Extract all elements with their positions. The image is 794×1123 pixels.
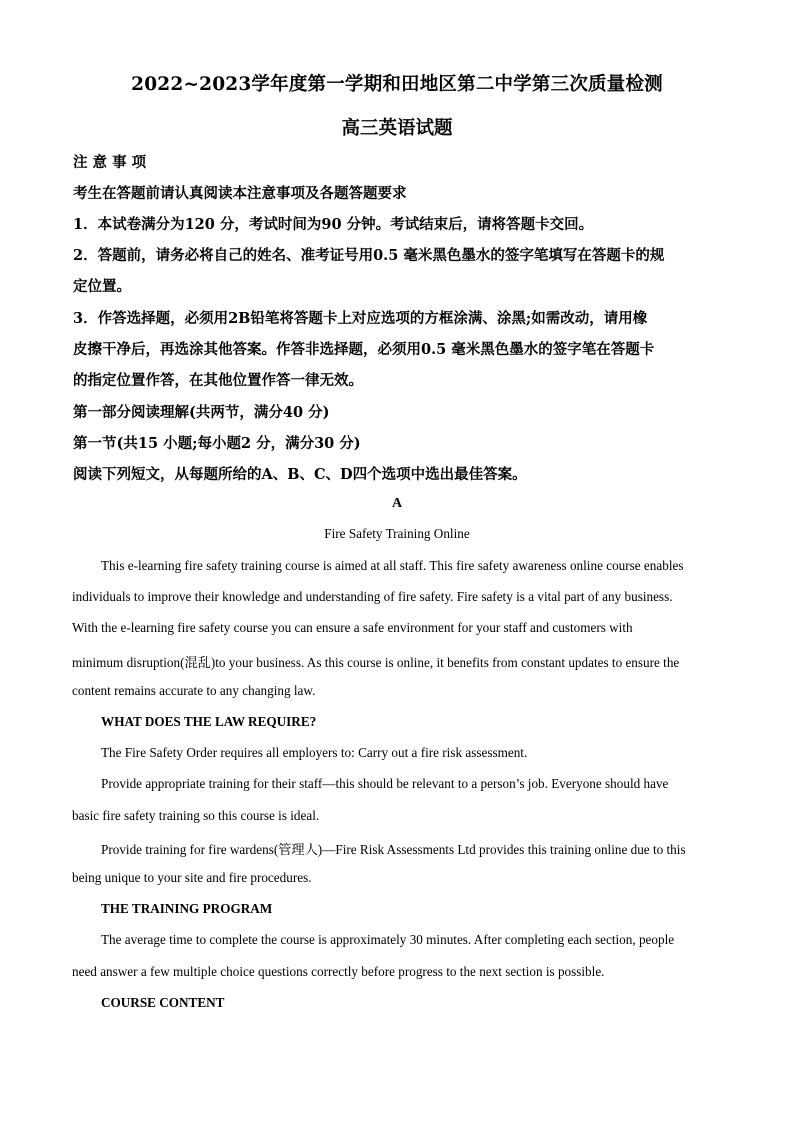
paragraph-line: The average time to complete the course is approximately 30 minutes. After completing each section, people [101, 932, 675, 947]
paragraph-line: individuals to improve their knowledge and understanding of fire safety. Fire safety is a vital part of any business. [72, 589, 673, 604]
passage-title: Fire Safety Training Online [324, 526, 470, 541]
notice-line: 2．答题前，请务必将自己的姓名、准考证号用0.5 毫米黑色墨水的签字笔填写在答题卡的规 [73, 247, 665, 264]
notice-line: 的指定位置作答，在其他位置作答一律无效。 [73, 372, 363, 389]
paragraph-line: The Fire Safety Order requires all employers to: Carry out a fire risk assessment. [101, 745, 528, 760]
section-part: 第一部分阅读理解(共两节，满分40 分) [73, 404, 330, 421]
paragraph-line: minimum disruption(混乱)to your business. As this course is online, it benefits from constant updates to ensure the [72, 655, 680, 670]
paragraph-line: This e-learning fire safety training course is aimed at all staff. This fire safety awareness online course enables [101, 558, 684, 573]
paragraph-line: With the e-learning fire safety course you can ensure a safe environment for your staff and customers with [72, 620, 633, 635]
paragraph-line: Provide training for fire wardens(管理人)—Fire Risk Assessments Ltd provides this training online due to this [101, 842, 686, 857]
paragraph-line: content remains accurate to any changing law. [72, 683, 316, 698]
paragraph-line: being unique to your site and fire procedures. [72, 870, 312, 885]
section-heading: WHAT DOES THE LAW REQUIRE? [101, 714, 317, 729]
paragraph-line: Provide appropriate training for their staff—this should be relevant to a person’s job. Everyone should have [101, 776, 669, 791]
notice-line: 3．作答选择题，必须用2B铅笔将答题卡上对应选项的方框涂满、涂黑;如需改动，请用橡 [73, 310, 648, 327]
passage-letter: A [391, 496, 403, 511]
notice-heading: 注 意 事 项 [73, 154, 147, 171]
paragraph-line: basic fire safety training so this course is ideal. [72, 808, 320, 823]
section-sub: 第一节(共15 小题;每小题2 分，满分30 分) [73, 435, 361, 452]
section-heading: COURSE CONTENT [101, 995, 225, 1010]
notice-line: 1．本试卷满分为120 分，考试时间为90 分钟。考试结束后，请将答题卡交回。 [73, 216, 594, 233]
section-instruction: 阅读下列短文，从每题所给的A、B、C、D四个选项中选出最佳答案。 [73, 466, 527, 483]
exam-title: 2022~2023学年度第一学期和田地区第二中学第三次质量检测 [131, 74, 663, 95]
exam-subtitle: 高三英语试题 [341, 118, 453, 139]
notice-line: 定位置。 [73, 278, 131, 295]
section-heading: THE TRAINING PROGRAM [101, 901, 273, 916]
notice-intro: 考生在答题前请认真阅读本注意事项及各题答题要求 [73, 185, 407, 202]
notice-line: 皮擦干净后，再选涂其他答案。作答非选择题，必须用0.5 毫米黑色墨水的签字笔在答题卡 [73, 341, 655, 358]
paragraph-line: need answer a few multiple choice questions correctly before progress to the next section is possible. [72, 964, 605, 979]
